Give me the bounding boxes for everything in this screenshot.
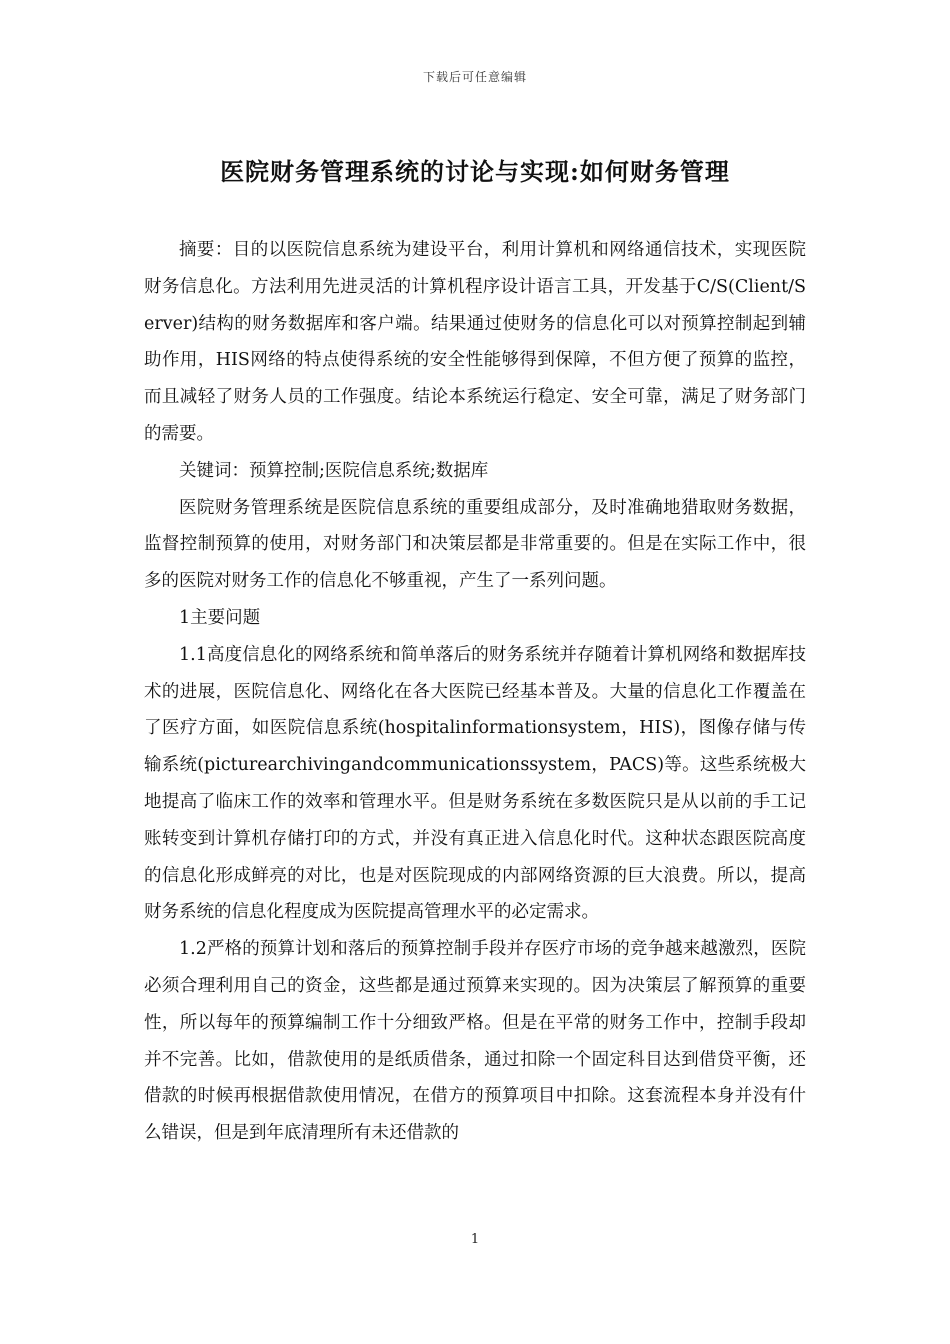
document-body <box>144 232 806 1152</box>
abstract-paragraph: 摘要：目的以医院信息系统为建设平台，利用计算机和网络通信技术，实现医院财务信息化。方法利用先进灵活的计算机程序设计语言工具，开发基于C/S(Client/Server)结构的财务数据库和客户端。结果通过使财务的信息化可以对预算控制起到辅助作用，HIS网络的特点使得系统的安全性能够得到保障，不但方便了预算的监控，而且减轻了财务人员的工作强度。结论本系统运行稳定、安全可靠，满足了财务部门的需要。 <box>144 240 806 444</box>
section-heading: 1主要问题 <box>179 607 261 628</box>
document-title: 医院财务管理系统的讨论与实现:如何财务管理 <box>220 157 730 186</box>
intro-paragraph: 医院财务管理系统是医院信息系统的重要组成部分，及时准确地猎取财务数据，监督控制预算的使用，对财务部门和决策层都是非常重要的。但是在实际工作中，很多的医院对财务工作的信息化不够重视，产生了一系列问题。 <box>144 497 806 592</box>
keywords-paragraph: 关键词：预算控制;医院信息系统;数据库 <box>179 460 489 481</box>
section-1-1-paragraph: 1.1高度信息化的网络系统和简单落后的财务系统并存随着计算机网络和数据库技术的进展，医院信息化、网络化在各大医院已经基本普及。大量的信息化工作覆盖在了医疗方面，如医院信息系统(hospitalinformationsystem，HIS)，图像存储与传输系统(picturearchivingandcommunicationssystem，PACS)等。这些系统极大地提高了临床工作的效率和管理水平。但是财务系统在多数医院只是从以前的手工记账转变到计算机存储打印的方式，并没有真正进入信息化时代。这种状态跟医院高度的信息化形成鲜亮的对比，也是对医院现成的内部网络资源的巨大浪费。所以，提高财务系统的信息化程度成为医院提高管理水平的必定需求。 <box>144 644 806 923</box>
page-number: 1 <box>470 1232 480 1247</box>
header-note: 下载后可任意编辑 <box>422 70 527 84</box>
section-1-2-paragraph: 1.2严格的预算计划和落后的预算控制手段并存医疗市场的竞争越来越激烈，医院必须合理利用自己的资金，这些都是通过预算来实现的。因为决策层了解预算的重要性，所以每年的预算编制工作十分细致严格。但是在平常的财务工作中，控制手段却并不完善。比如，借款使用的是纸质借条，通过扣除一个固定科目达到借贷平衡，还借款的时候再根据借款使用情况，在借方的预算项目中扣除。这套流程本身并没有什么错误，但是到年底清理所有未还借款的 <box>144 939 806 1144</box>
